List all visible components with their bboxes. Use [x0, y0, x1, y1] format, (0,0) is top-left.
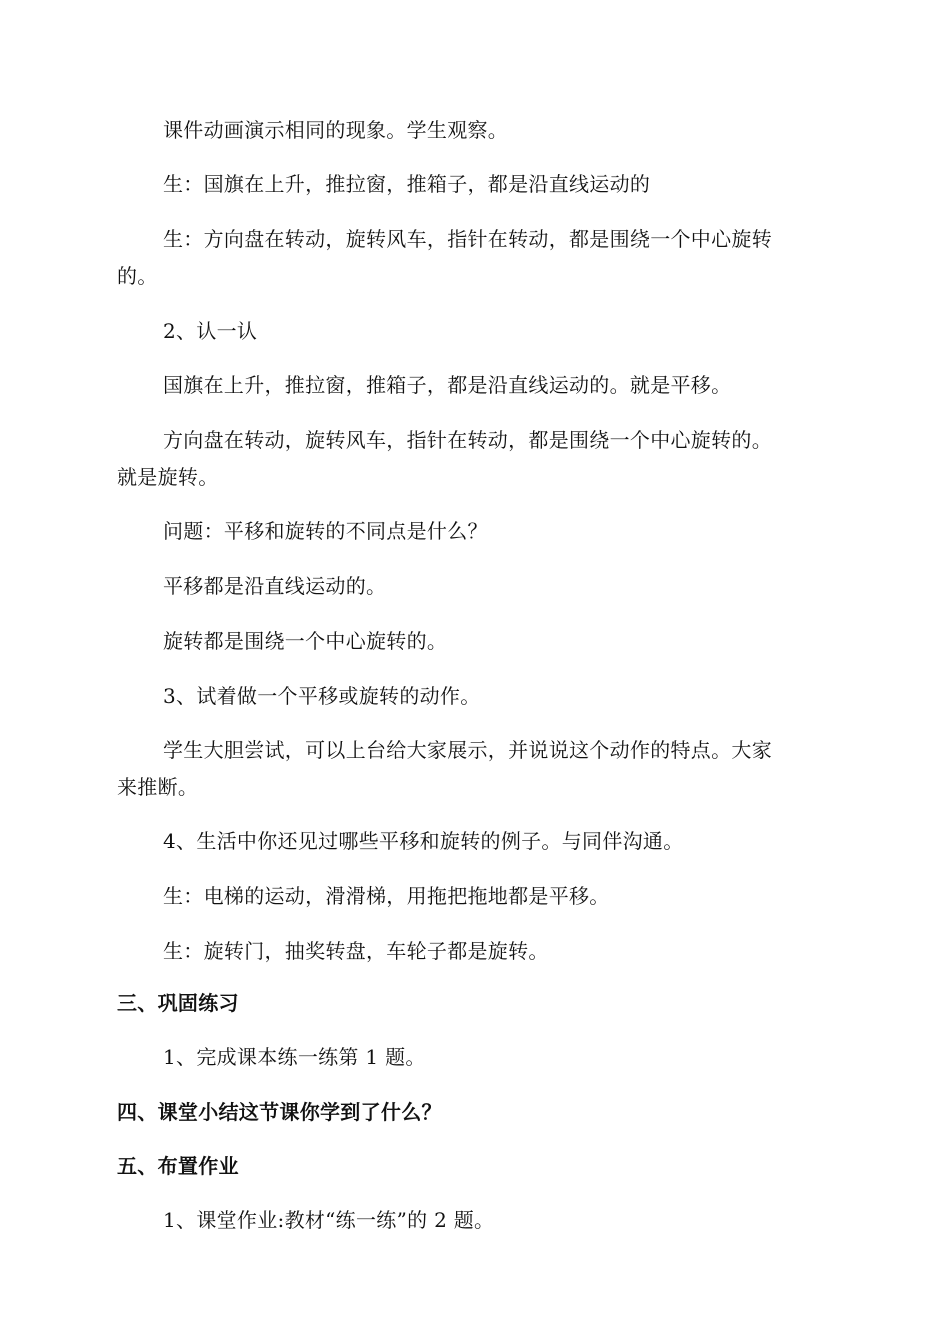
paragraph-line: 学生大胆尝试，可以上台给大家展示，并说说这个动作的特点。大家	[163, 738, 772, 762]
paragraph-line: 2、认一认	[163, 319, 258, 343]
paragraph-line: 平移都是沿直线运动的。	[163, 574, 387, 598]
paragraph-line: 来推断。	[117, 775, 199, 799]
paragraph-line: 生：旋转门，抽奖转盘，车轮子都是旋转。	[163, 939, 549, 963]
section-heading: 四、课堂小结这节课你学到了什么？	[117, 1100, 442, 1124]
paragraph-line: 3、试着做一个平移或旋转的动作。	[163, 684, 481, 708]
paragraph-line: 的。	[117, 264, 158, 288]
paragraph-line: 生：方向盘在转动，旋转风车，指针在转动，都是围绕一个中心旋转	[163, 227, 772, 251]
paragraph-line: 方向盘在转动，旋转风车，指针在转动，都是围绕一个中心旋转的。	[163, 428, 772, 452]
section-heading: 五、布置作业	[117, 1154, 239, 1178]
paragraph-line: 旋转都是围绕一个中心旋转的。	[163, 629, 448, 653]
paragraph-line: 生：电梯的运动，滑滑梯，用拖把拖地都是平移。	[163, 884, 610, 908]
paragraph-line: 1、完成课本练一练第 1 题。	[163, 1045, 426, 1069]
paragraph-line: 国旗在上升，推拉窗，推箱子，都是沿直线运动的。就是平移。	[163, 373, 732, 397]
paragraph-line: 课件动画演示相同的现象。学生观察。	[163, 118, 509, 142]
paragraph-line: 生：国旗在上升，推拉窗，推箱子，都是沿直线运动的	[163, 172, 651, 196]
paragraph-line: 4、生活中你还见过哪些平移和旋转的例子。与同伴沟通。	[163, 829, 684, 853]
section-heading: 三、巩固练习	[117, 991, 239, 1015]
paragraph-line: 问题：平移和旋转的不同点是什么？	[163, 519, 488, 543]
paragraph-line: 就是旋转。	[117, 465, 219, 489]
paragraph-line: 1、课堂作业:教材“练一练”的 2 题。	[163, 1208, 495, 1232]
